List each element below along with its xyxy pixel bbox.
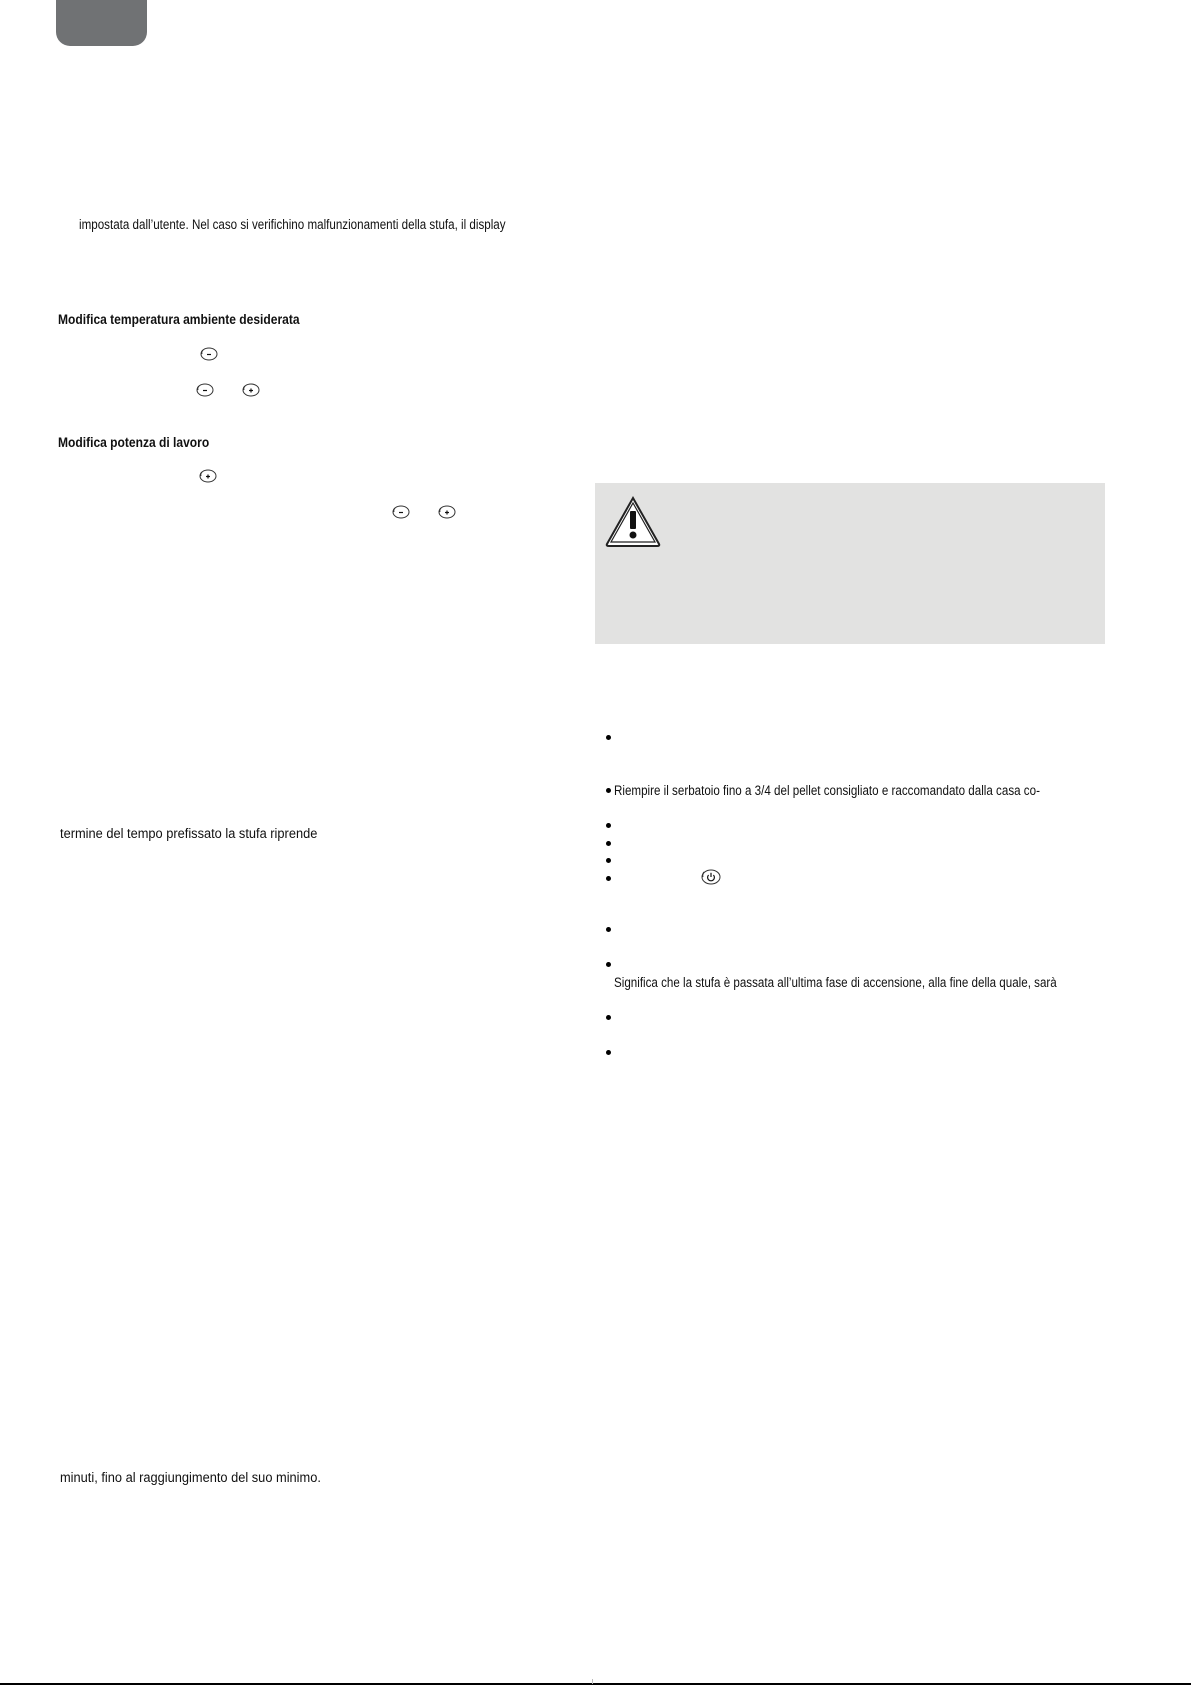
list-bullet — [606, 927, 611, 932]
minus-key-icon — [196, 383, 214, 397]
warning-triangle-icon — [604, 495, 662, 549]
list-bullet — [606, 858, 611, 863]
list-bullet — [606, 962, 611, 967]
section-heading-temperature: Modifica temperatura ambiente desiderata — [58, 311, 300, 327]
list-bullet — [606, 788, 611, 793]
list-bullet — [606, 1050, 611, 1055]
warning-box — [595, 483, 1105, 644]
body-text-line: impostata dall’utente. Nel caso si verifichino malfunzionamenti della stufa, il display — [79, 217, 506, 232]
body-text-line: minuti, fino al raggiungimento del suo minimo. — [60, 1470, 321, 1485]
column-divider-mark — [592, 1679, 593, 1684]
list-bullet — [606, 841, 611, 846]
power-key-icon — [701, 869, 721, 885]
list-bullet — [606, 735, 611, 740]
minus-key-icon — [200, 347, 218, 361]
body-text-line: Riempire il serbatoio fino a 3/4 del pellet consigliato e raccomandato dalla casa co- — [614, 783, 1040, 798]
body-text-line: Significa che la stufa è passata all’ultima fase di accensione, alla fine della quale, sarà — [614, 975, 1057, 990]
list-bullet — [606, 823, 611, 828]
plus-key-icon — [242, 383, 260, 397]
section-heading-power: Modifica potenza di lavoro — [58, 434, 210, 450]
list-bullet — [606, 876, 611, 881]
body-text-line: termine del tempo prefissato la stufa riprende — [60, 826, 318, 841]
minus-key-icon — [392, 505, 410, 519]
plus-key-icon — [438, 505, 456, 519]
page-corner-tab — [56, 0, 147, 46]
list-bullet — [606, 1015, 611, 1020]
plus-key-icon — [199, 469, 217, 483]
